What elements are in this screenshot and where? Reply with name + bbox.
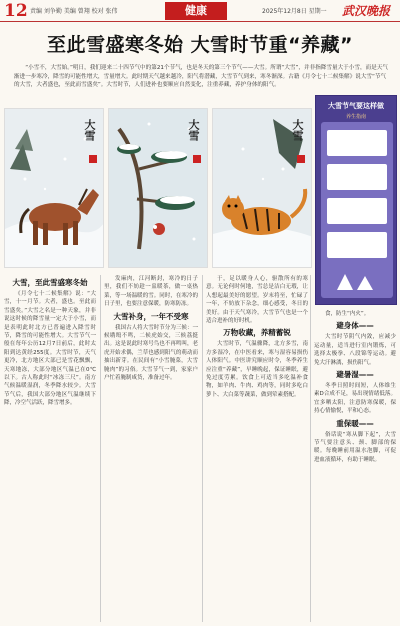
artwork-title: 大雪 xyxy=(187,119,200,141)
artwork-pine xyxy=(108,108,208,268)
masthead xyxy=(0,0,400,22)
artwork-tiger xyxy=(212,108,312,268)
health-infographic xyxy=(315,95,397,305)
section-label: 健康 xyxy=(165,2,227,20)
subheading: 万物收藏，养精蓄锐 xyxy=(223,328,291,338)
issue-date: 2025年12月8日 星期一 xyxy=(262,8,327,15)
body-text: 食，防生“内火”。 xyxy=(325,311,370,317)
body-text: 于，足以暖身人心，驱散所有的寒意。无论何时何地，雪总是洁白无瑕，让人想起最美好的愿望。岁末将至，忙碌了一年，不妨放下杂念，细心感受，冬日的美好。由于天气寒冷，大雪节气也是一个适合进补的好时机。 xyxy=(206,276,308,325)
body-text: 我国古人将大雪时节分为三候：一候鹖鴠不鸣，二候虎始交，三候荔挺出。这是说此时寒号鸟也不再鸣叫，老虎开始求偶，兰草也感到阳气的萌动而抽出新芽。在民间有“小雪腌菜，大雪腌肉”的习俗。大雪节气一到，家家户户忙着腌制咸货，准备过年。 xyxy=(104,324,198,382)
snow-tree-icon xyxy=(327,272,387,290)
subheading: 大雪补身，一年不受寒 xyxy=(113,311,189,321)
column-divider xyxy=(202,275,203,622)
seal-stamp xyxy=(89,155,97,163)
subheading: 避暑湿—— xyxy=(336,370,374,380)
article-column-2 xyxy=(104,275,198,622)
page-number: 12 xyxy=(4,1,28,21)
body-text: 俗话说“寒从脚下起”，大雪节气要注意头、颈、脚部的保暖。每晚睡前用温水泡脚，可促进血液循环，有助于睡眠。 xyxy=(314,431,396,463)
body-text: 发麻肉，江河断封，寒冷的日子里，我们不妨趁一盅暖茶，做一桌热菜，等一场温暖的雪。同时，在寒冷的日子里，也要注意保暖，防寒防冻。 xyxy=(104,276,198,308)
subheading: 大雪，至此雪盛寒冬始 xyxy=(12,278,88,287)
infographic-title: 大雪节气要这样做 xyxy=(328,102,384,110)
body-text: 大雪时节阴气内敛，应减少运动量，适当进行室内锻炼，可选择太极拳、八段锦等运动。避免大汗淋漓，损伤阳气。 xyxy=(314,334,396,366)
tip-card xyxy=(327,164,387,190)
body-text: 冬季日照时间短，人体维生素D合成不足，易出现情绪低落。宜多晒太阳，注意防寒保暖，保持心情愉悦，平和心态。 xyxy=(314,383,396,415)
lead-paragraph: “小雪不，大雪始。”明日，我们迎来二十四节气中的第21个节气，也是冬天的第三个节气——大雪。所谓“大雪”，并非指降雪量大于小雪，而是天气渐进一步寒冷，降雪的可能性增大，雪量增大。此时期天气越来越冷，阳气将潜藏，大雪节气到来，寒冬渐深。古籍《月令七十二候集解》说大雪“节气的大雪，大者盛也，至此而雪盛矣”。大雪时节，人们进补也要顺应自然变化，注重养藏，养护身体的阳气。 xyxy=(14,65,388,89)
seal-stamp xyxy=(297,155,305,163)
artwork-horse xyxy=(4,108,104,268)
editor-credits: 责编 刘争勤 美编 曾翔 校对 张伟 xyxy=(30,8,118,15)
tip-card xyxy=(327,130,387,156)
article-column-4 xyxy=(314,310,396,622)
subheading: 重保暖—— xyxy=(336,418,374,428)
subheading: 避身体—— xyxy=(336,321,374,331)
column-divider xyxy=(100,275,101,622)
body-text: 大雪时节，气温骤降，北方多雪，南方多湿冷，在中医看来，寒与湿容易损伤人体阳气。中医讲究顺应时令，冬季养生应注重“养藏”，早睡晚起，保证睡眠，避免过度劳累。饮食上可适当多吃温补食物，如羊肉、牛肉、鸡肉等，同时多吃白萝卜、大白菜等蔬菜，做到荤素搭配。 xyxy=(206,341,308,398)
tip-card xyxy=(327,198,387,224)
article-column-1 xyxy=(4,275,96,622)
body-text: 《月令七十二候集解》说：“大雪，十一月节。大者，盛也。至此而雪盛矣。”大雪之名是一种天象，并非说这时候的降雪量一定大于小雪，而是表明此时北方已普遍进入降雪时节，降雪的可能性增大。大雪节气一般在每年公历12月7日前后，此时太阳到达黄经255度。大雪时节，天气更冷，北方地区大部已是雪花飘飘，天寒地冻，大部分地区气温已在0℃以下。古人称此时“冰冻三尺”。南方气候温暖湿润，冬季降水较少。大雪节气后，我国大部分地区气温继续下降，冷空气活跃，降雪增多。 xyxy=(4,291,96,407)
infographic-panel xyxy=(321,122,393,298)
newspaper-brand: 武汉晚报 xyxy=(342,4,391,18)
tip-card xyxy=(327,232,387,258)
article-column-3 xyxy=(206,275,308,622)
seal-stamp xyxy=(193,155,201,163)
column-divider xyxy=(310,275,311,622)
artwork-title: 大雪 xyxy=(291,119,304,141)
infographic-subtitle: 养生指南 xyxy=(345,114,366,120)
page-headline: 至此雪盛寒冬始 大雪时节重“养藏” xyxy=(46,34,354,56)
artwork-title: 大雪 xyxy=(83,119,96,141)
